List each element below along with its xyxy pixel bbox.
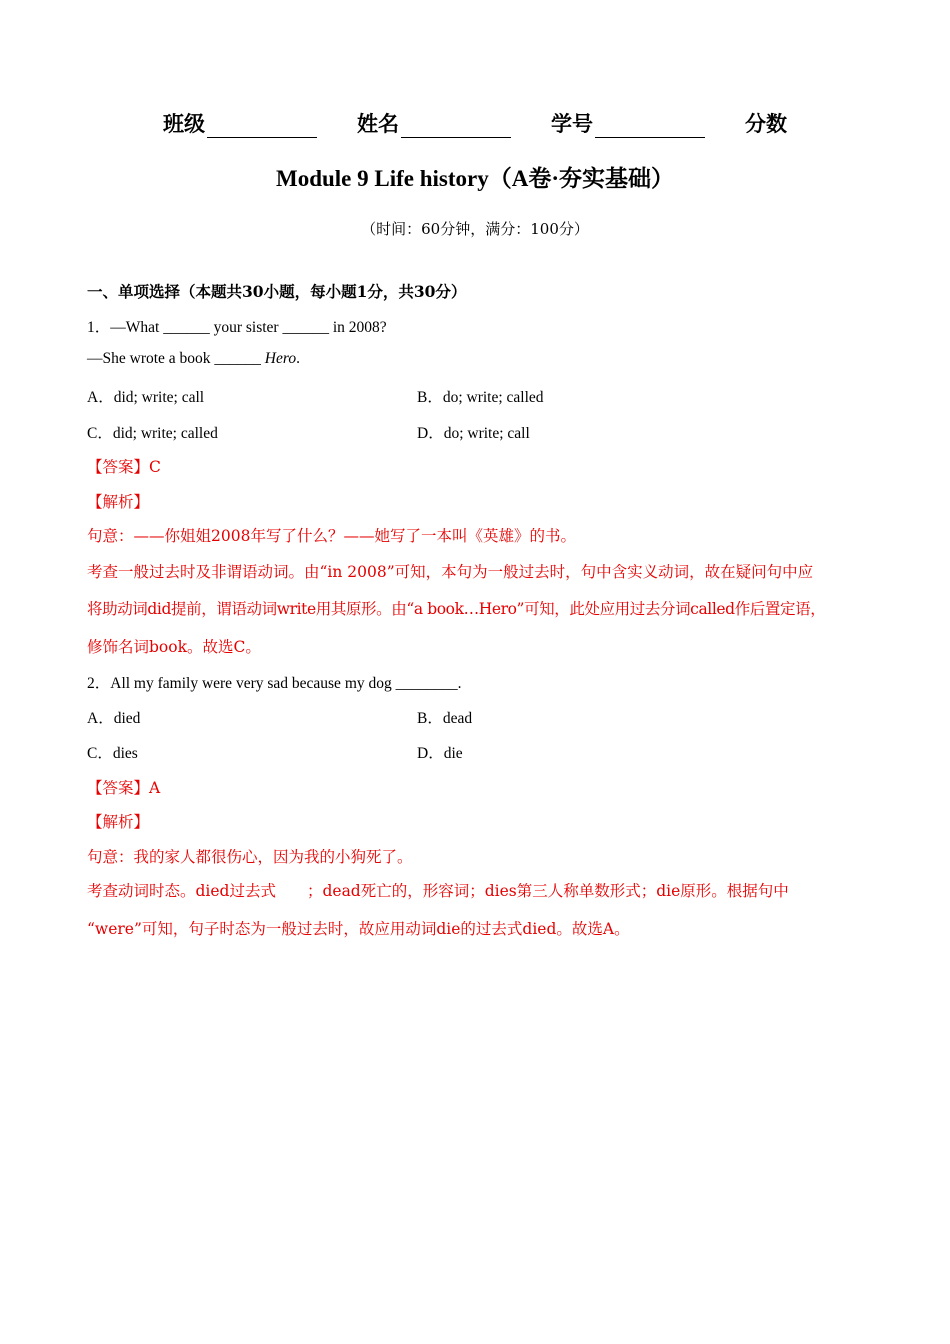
q1-option-c: C．did; write; called — [87, 425, 218, 442]
q1-stem2-suffix: . — [296, 350, 300, 367]
q2-analysis-label: 【解析】 — [87, 813, 150, 831]
q1-analysis-label: 【解析】 — [87, 493, 150, 511]
q1-option-d: D．do; write; call — [417, 425, 530, 442]
name-field — [357, 108, 511, 138]
q1-stem-line2 — [87, 350, 300, 368]
q2-explanation-1: 句意：我的家人都很伤心，因为我的小狗死了。 — [87, 848, 413, 866]
id-field — [551, 108, 705, 138]
student-info-header — [0, 108, 950, 138]
q2-stem: 2．All my family were very sad because my dog ________. — [87, 675, 462, 692]
section-heading: 一、单项选择（本题共30小题，每小题1分，共30分） — [87, 282, 467, 301]
page-title: Module 9 Life history（A卷·夯实基础） — [275, 166, 675, 191]
q1-option-b: B．do; write; called — [417, 389, 544, 406]
q2-option-a: A．died — [87, 710, 141, 727]
id-label: 学号 — [551, 112, 593, 136]
q2-explanation-2: 考查动词时态。died过去式 ；dead死亡的，形容词；dies第三人称单数形式；die原形。根据句中 — [87, 882, 789, 900]
q1-stem: 1．—What ______ your sister ______ in 2008? — [87, 319, 387, 336]
exam-time-info: （时间：60分钟，满分：100分） — [361, 220, 589, 238]
name-label: 姓名 — [357, 112, 399, 136]
q2-option-d: D．die — [417, 745, 463, 762]
q2-explanation-3: “were”可知，句子时态为一般过去时，故应用动词die的过去式died。故选A。 — [87, 920, 630, 938]
score-field — [745, 108, 787, 138]
q2-option-b: B．dead — [417, 710, 473, 727]
class-label: 班级 — [163, 112, 205, 136]
q2-option-c: C．dies — [87, 745, 138, 762]
class-blank — [207, 115, 317, 138]
q1-explanation-3: 将助动词did提前，谓语动词write用其原形。由“a book…Hero”可知，此处应用过去分词called作后置定语， — [87, 600, 826, 618]
id-blank — [595, 115, 705, 138]
q1-answer: 【答案】C — [87, 458, 161, 476]
class-field — [163, 108, 317, 138]
name-blank — [401, 115, 511, 138]
q1-explanation-2: 考查一般过去时及非谓语动词。由“in 2008”可知，本句为一般过去时，句中含实义动词，故在疑问句中应 — [87, 563, 814, 581]
q1-option-a: A．did; write; call — [87, 389, 205, 406]
q1-explanation-4: 修饰名词book。故选C。 — [87, 638, 261, 656]
q1-stem2-prefix: —She wrote a book ______ — [87, 350, 265, 367]
score-label: 分数 — [745, 112, 787, 136]
q1-explanation-1: 句意：——你姐姐2008年写了什么？——她写了一本叫《英雄》的书。 — [87, 527, 576, 545]
q2-answer: 【答案】A — [87, 779, 161, 797]
q1-stem2-italic: Hero — [264, 350, 297, 367]
